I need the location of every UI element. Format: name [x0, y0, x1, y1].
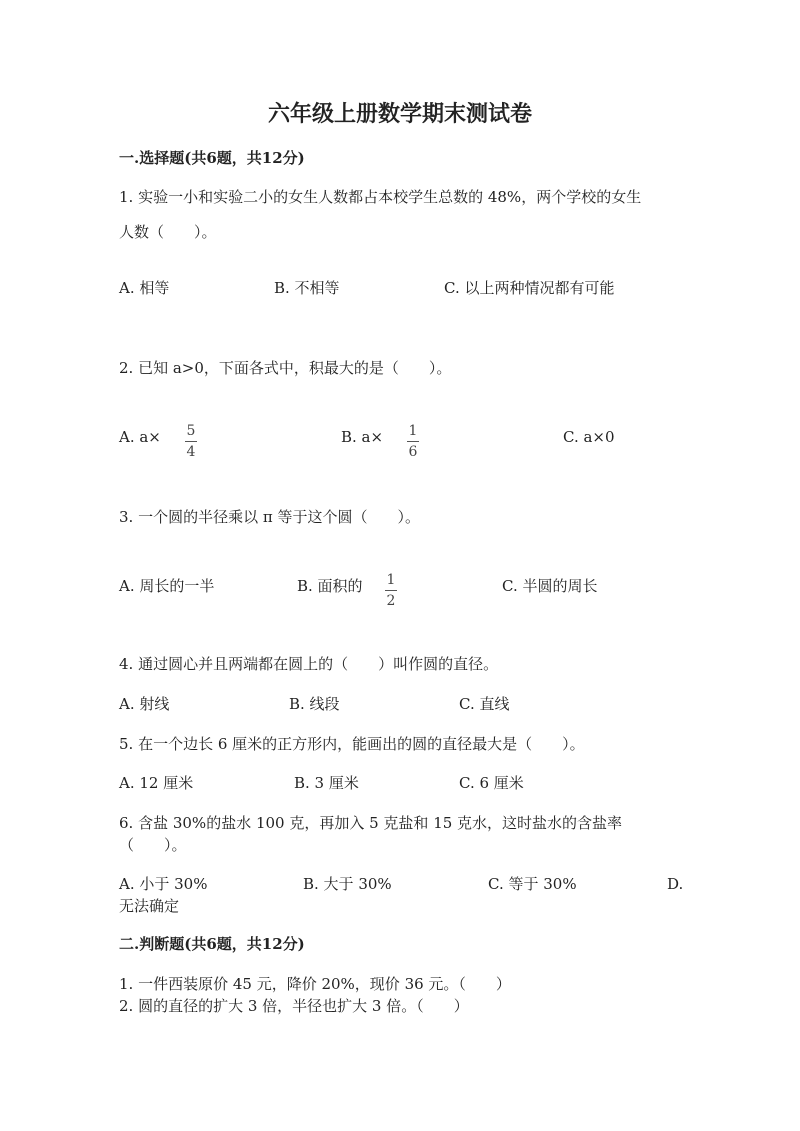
- fraction-denominator: 6: [408, 444, 418, 460]
- question-5-option-a: A. 12 厘米: [119, 774, 194, 792]
- question-2-option-b-fraction: [407, 424, 419, 459]
- question-4-option-c: C. 直线: [459, 695, 510, 713]
- fraction-bar: [385, 590, 397, 591]
- question-5-option-b: B. 3 厘米: [294, 774, 359, 792]
- question-6-option-d: D.: [667, 875, 684, 893]
- section-heading-judgement: 二.判断题(共6题，共12分): [119, 935, 305, 953]
- question-2-option-a: A. a×: [119, 428, 161, 446]
- question-3-option-a: A. 周长的一半: [119, 577, 215, 595]
- fraction-numerator: 1: [386, 572, 396, 588]
- fraction-denominator: 4: [186, 444, 196, 460]
- fraction-bar: [407, 441, 419, 442]
- fraction-bar: [185, 441, 197, 442]
- question-4-option-b: B. 线段: [289, 695, 340, 713]
- question-3-option-b: B. 面积的: [297, 577, 363, 595]
- question-5-option-c: C. 6 厘米: [459, 774, 524, 792]
- question-1-stem-line2: 人数（ ）。: [119, 223, 217, 241]
- judgement-question-1: 1. 一件西装原价 45 元，降价 20%，现价 36 元。（ ）: [119, 975, 511, 993]
- question-3-option-c: C. 半圆的周长: [502, 577, 598, 595]
- fraction-numerator: 5: [186, 423, 196, 439]
- section-heading-choice: 一.选择题(共6题，共12分): [119, 149, 305, 167]
- question-3-option-b-fraction: [385, 573, 397, 608]
- fraction-denominator: 2: [386, 593, 396, 609]
- question-1-option-b: B. 不相等: [274, 279, 340, 297]
- question-2-stem: 2. 已知 a>0，下面各式中，积最大的是（ ）。: [119, 359, 452, 377]
- question-6-option-b: B. 大于 30%: [303, 875, 392, 893]
- question-1-option-c: C. 以上两种情况都有可能: [444, 279, 615, 297]
- question-6-option-d-text: 无法确定: [119, 897, 180, 915]
- question-4-option-a: A. 射线: [119, 695, 170, 713]
- question-2-option-b: B. a×: [341, 428, 384, 446]
- page-title: 六年级上册数学期末测试卷: [267, 101, 532, 127]
- fraction-numerator: 1: [408, 423, 418, 439]
- question-1-stem-line1: 1. 实验一小和实验二小的女生人数都占本校学生总数的 48%，两个学校的女生: [119, 188, 642, 206]
- question-6-option-c: C. 等于 30%: [488, 875, 577, 893]
- judgement-question-2: 2. 圆的直径的扩大 3 倍，半径也扩大 3 倍。（ ）: [119, 997, 469, 1015]
- question-3-stem: 3. 一个圆的半径乘以 π 等于这个圆（ ）。: [119, 508, 420, 526]
- question-2-option-c: C. a×0: [563, 428, 615, 446]
- question-5-stem: 5. 在一个边长 6 厘米的正方形内，能画出的圆的直径最大是（ ）。: [119, 735, 585, 753]
- question-6-stem-line1: 6. 含盐 30%的盐水 100 克，再加入 5 克盐和 15 克水，这时盐水的含盐率: [119, 814, 623, 832]
- question-2-option-a-fraction: [185, 424, 197, 459]
- question-6-option-a: A. 小于 30%: [119, 875, 208, 893]
- question-1-option-a: A. 相等: [119, 279, 170, 297]
- question-4-stem: 4. 通过圆心并且两端都在圆上的（ ）叫作圆的直径。: [119, 655, 499, 673]
- question-6-stem-line2: （ ）。: [119, 836, 187, 854]
